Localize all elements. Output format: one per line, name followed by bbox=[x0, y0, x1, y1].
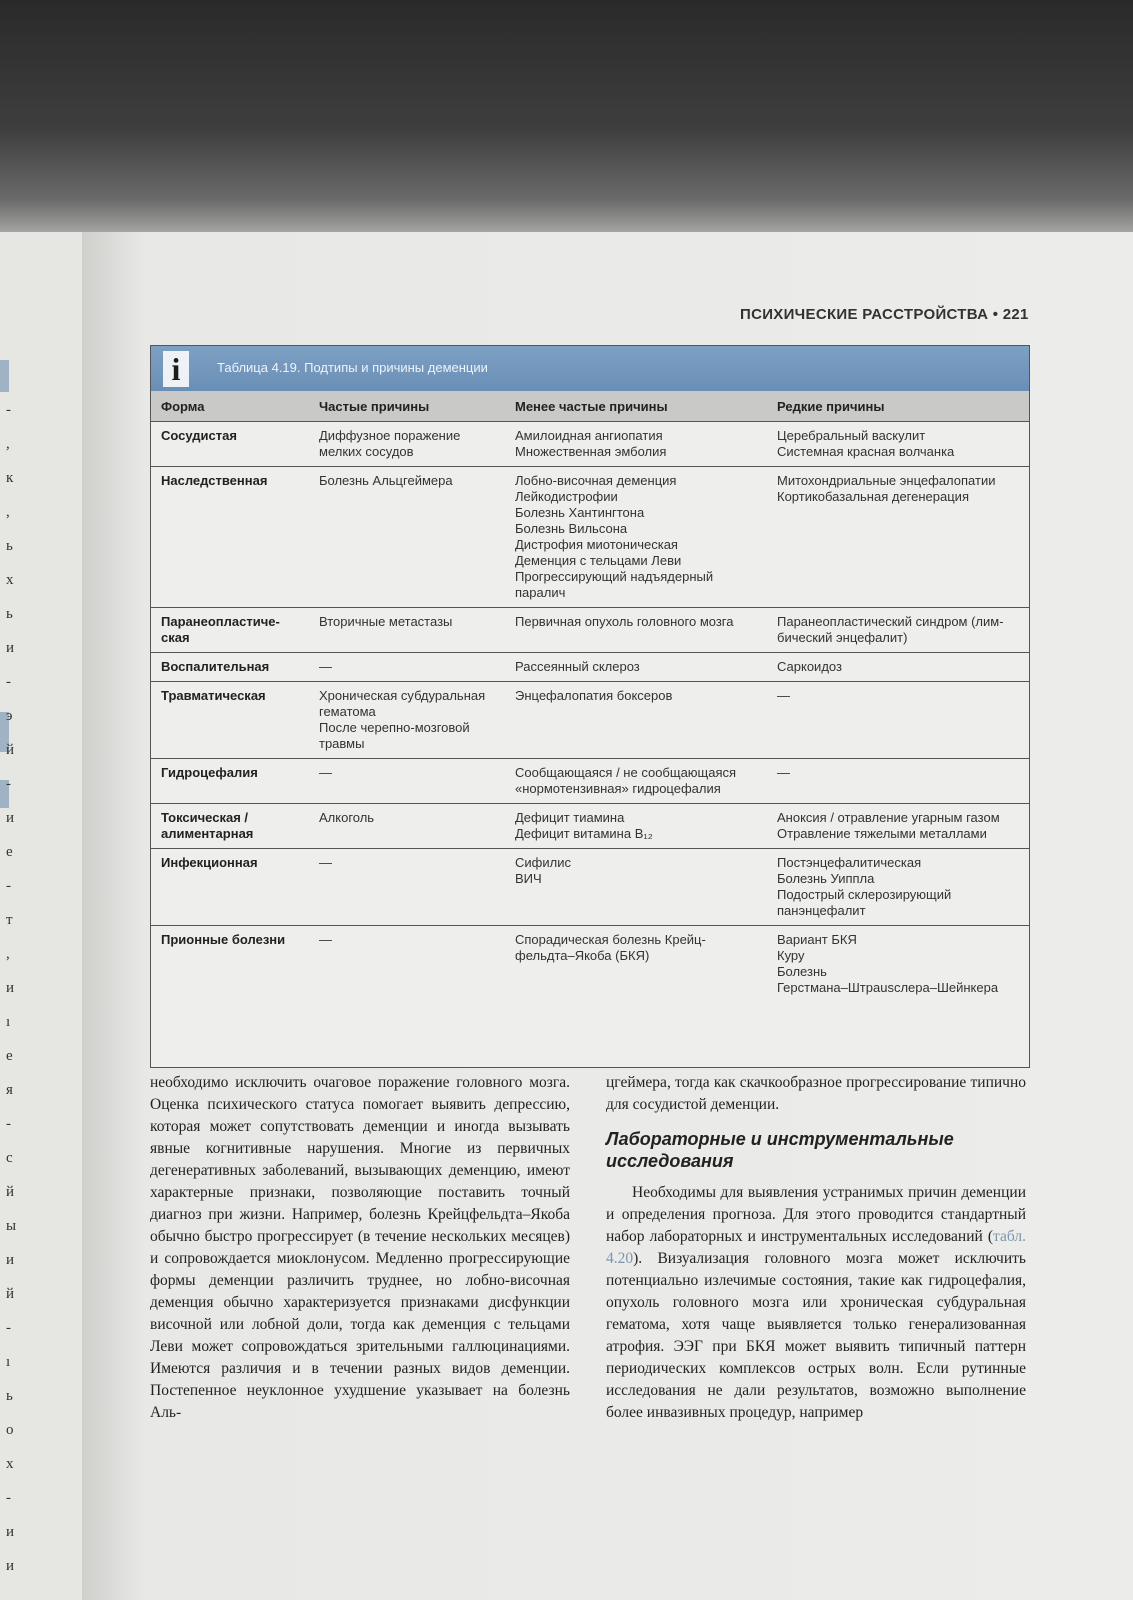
facing-page-char: ь bbox=[6, 1388, 13, 1404]
cell-line: Наследственная bbox=[161, 473, 268, 488]
less-common-causes-cell bbox=[505, 926, 767, 1003]
facing-page-char: - bbox=[6, 878, 11, 894]
form-cell bbox=[151, 422, 309, 467]
common-causes-cell bbox=[309, 926, 505, 1003]
cell-line: Сосудистая bbox=[161, 428, 237, 443]
cell-line: Болезнь Вильсона bbox=[515, 521, 628, 536]
rare-causes-cell bbox=[767, 849, 1029, 926]
facing-page-char: и bbox=[6, 1558, 15, 1574]
header-cell: Форма bbox=[151, 391, 309, 422]
facing-page-char: - bbox=[6, 776, 11, 792]
cell-line: — bbox=[319, 765, 332, 780]
cell-line: паралич bbox=[515, 585, 566, 600]
cell-line: травмы bbox=[319, 736, 365, 751]
facing-page-char: и bbox=[6, 810, 15, 826]
cell-line: Множественная эмболия bbox=[515, 444, 667, 459]
cell-line: Постэнцефалитическая bbox=[777, 855, 922, 870]
table-row bbox=[151, 759, 1029, 804]
facing-page-char: е bbox=[6, 844, 13, 860]
section-heading: Лабораторные и инструментальные исследования bbox=[606, 1129, 954, 1171]
cell-line: Митохондриальные энцефалопатии bbox=[777, 473, 996, 488]
form-cell bbox=[151, 759, 309, 804]
cell-line: Сифилис bbox=[515, 855, 571, 870]
cell-line: Диффузное поражение bbox=[319, 428, 461, 443]
facing-page-char: ь bbox=[6, 606, 13, 622]
form-cell bbox=[151, 608, 309, 653]
cell-line: фельдта–Якоба (БКЯ) bbox=[515, 948, 650, 963]
cell-line: Травматическая bbox=[161, 688, 266, 703]
facing-page-tab bbox=[0, 360, 9, 392]
running-head: ПСИХИЧЕСКИЕ РАССТРОЙСТВА • 221 bbox=[740, 306, 1029, 323]
cell-line: Энцефалопатия боксеров bbox=[515, 688, 673, 703]
cell-line: Болезнь bbox=[777, 964, 827, 979]
text-column-right bbox=[606, 1072, 1026, 1424]
text-column-left bbox=[150, 1072, 570, 1424]
less-common-causes-cell bbox=[505, 682, 767, 759]
cell-line: Отравление тяжелыми металлами bbox=[777, 826, 987, 841]
less-common-causes-cell bbox=[505, 849, 767, 926]
form-cell bbox=[151, 849, 309, 926]
cell-line: Рассеянный склероз bbox=[515, 659, 640, 674]
facing-page-char: ь bbox=[6, 538, 13, 554]
common-causes-cell bbox=[309, 422, 505, 467]
form-cell bbox=[151, 926, 309, 1003]
less-common-causes-cell bbox=[505, 804, 767, 849]
cell-line: Паранеопластиче- bbox=[161, 614, 280, 629]
cell-line: — bbox=[319, 659, 332, 674]
form-cell bbox=[151, 467, 309, 608]
facing-page-char: о bbox=[6, 1422, 14, 1438]
cell-line: Дистрофия миотоническая bbox=[515, 537, 678, 552]
cell-line: Аноксия / отравление угарным газом bbox=[777, 810, 1000, 825]
common-causes-cell bbox=[309, 653, 505, 682]
facing-page-char: и bbox=[6, 1524, 15, 1540]
cell-line: Спорадическая болезнь Крейц- bbox=[515, 932, 706, 947]
table-row bbox=[151, 653, 1029, 682]
header-cell: Частые причины bbox=[309, 391, 505, 422]
facing-page-char: э bbox=[6, 708, 13, 724]
table-row bbox=[151, 804, 1029, 849]
cell-line: Дефицит тиамина bbox=[515, 810, 625, 825]
facing-page-char: ы bbox=[6, 1218, 17, 1234]
facing-page-char: й bbox=[6, 1184, 15, 1200]
body-paragraph bbox=[606, 1182, 1026, 1424]
less-common-causes-cell bbox=[505, 759, 767, 804]
facing-page-edge bbox=[0, 232, 84, 1600]
facing-page-char: т bbox=[6, 912, 13, 928]
facing-page-char: я bbox=[6, 1082, 13, 1098]
cell-line: Алкоголь bbox=[319, 810, 375, 825]
rare-causes-cell bbox=[767, 467, 1029, 608]
info-icon: i bbox=[163, 351, 189, 387]
cell-line: — bbox=[777, 688, 790, 703]
table-row bbox=[151, 608, 1029, 653]
facing-page-char: ı bbox=[6, 1014, 11, 1030]
cell-line: Вариант БКЯ bbox=[777, 932, 857, 947]
rare-causes-cell bbox=[767, 422, 1029, 467]
cell-line: мелких сосудов bbox=[319, 444, 414, 459]
cell-line: Болезнь Хантингтона bbox=[515, 505, 645, 520]
table-header-row bbox=[151, 391, 1029, 422]
common-causes-cell bbox=[309, 759, 505, 804]
form-cell bbox=[151, 653, 309, 682]
rare-causes-cell bbox=[767, 804, 1029, 849]
rare-causes-cell bbox=[767, 608, 1029, 653]
table-row bbox=[151, 926, 1029, 1003]
less-common-causes-cell bbox=[505, 467, 767, 608]
cell-line: Хроническая субдуральная bbox=[319, 688, 486, 703]
cell-line: Церебральный васкулит bbox=[777, 428, 926, 443]
cell-line: ВИЧ bbox=[515, 871, 542, 886]
facing-page-char: - bbox=[6, 1320, 11, 1336]
cell-line: алиментарная bbox=[161, 826, 254, 841]
rare-causes-cell bbox=[767, 759, 1029, 804]
cell-line: Паранеопластический синдром (лим- bbox=[777, 614, 1004, 629]
cell-line: — bbox=[777, 765, 790, 780]
cell-line: — bbox=[319, 932, 332, 947]
form-cell bbox=[151, 682, 309, 759]
facing-page-char: - bbox=[6, 402, 11, 418]
cell-line: ская bbox=[161, 630, 190, 645]
cell-line: Инфекционная bbox=[161, 855, 258, 870]
table-title: Таблица 4.19. Подтипы и причины деменции bbox=[217, 360, 488, 375]
form-cell bbox=[151, 804, 309, 849]
common-causes-cell bbox=[309, 467, 505, 608]
cell-line: Системная красная волчанка bbox=[777, 444, 955, 459]
table-reference-link[interactable]: табл. 4.20 bbox=[606, 1228, 1026, 1267]
table-row bbox=[151, 422, 1029, 467]
cell-line: Прионные болезни bbox=[161, 932, 286, 947]
cell-line: — bbox=[319, 855, 332, 870]
scan-shadow bbox=[0, 0, 1133, 235]
cell-line: Сообщающаяся / не сообщающаяся bbox=[515, 765, 737, 780]
cell-line: Гидроцефалия bbox=[161, 765, 258, 780]
cell-line: Герстмана–Штрausслера–Шейнкера bbox=[777, 980, 999, 995]
facing-page-char: с bbox=[6, 1150, 13, 1166]
dementia-table bbox=[150, 345, 1030, 1068]
facing-page-char: к bbox=[6, 470, 14, 486]
cell-line: Подострый склерозирующий bbox=[777, 887, 952, 902]
rare-causes-cell bbox=[767, 682, 1029, 759]
facing-page-char: , bbox=[6, 504, 10, 520]
common-causes-cell bbox=[309, 849, 505, 926]
cell-line: Кортикобазальная дегенерация bbox=[777, 489, 969, 504]
cell-line: Лобно-височная деменция bbox=[515, 473, 677, 488]
facing-page-char: и bbox=[6, 1252, 15, 1268]
cell-line: Токсическая / bbox=[161, 810, 249, 825]
facing-page-char: х bbox=[6, 1456, 14, 1472]
facing-page-char: й bbox=[6, 1286, 15, 1302]
table-row bbox=[151, 849, 1029, 926]
cell-line: панэнцефалит bbox=[777, 903, 866, 918]
cell-line: гематома bbox=[319, 704, 376, 719]
cell-line: Первичная опухоль головного мозга bbox=[515, 614, 734, 629]
cell-line: Болезнь Альцгеймера bbox=[319, 473, 453, 488]
header-cell: Редкие причины bbox=[767, 391, 1029, 422]
facing-page-char: й bbox=[6, 742, 15, 758]
facing-page-char: и bbox=[6, 640, 15, 656]
cell-line: Дефицит витамина B₁₂ bbox=[515, 826, 653, 841]
cell-line: Амилоидная ангиопатия bbox=[515, 428, 663, 443]
facing-page-char: , bbox=[6, 436, 10, 452]
table-row bbox=[151, 682, 1029, 759]
table-body bbox=[151, 391, 1029, 1002]
cell-line: бический энцефалит) bbox=[777, 630, 908, 645]
rare-causes-cell bbox=[767, 926, 1029, 1003]
paragraph-text: ). Визуализация головного мозга может исключить потенциально излечимые состояния, такие как гидроцефалия, опухоль головного мозга или хроническая субдуральная гематома, хотя чаще выявляется только генерализованная атрофия. ЭЭГ при БКЯ может выявить типичный паттерн периодических комплексов острых волн. Если рутинные исследования не дали результатов, возможно выполнение более инвазивных процедур, например bbox=[606, 1250, 1026, 1421]
table-caption-bar bbox=[151, 346, 1029, 391]
header-cell: Менее частые причины bbox=[505, 391, 767, 422]
cell-line: Деменция с тельцами Леви bbox=[515, 553, 682, 568]
facing-page-char: - bbox=[6, 674, 11, 690]
cell-line: «нормотензивная» гидроцефалия bbox=[515, 781, 721, 796]
cell-line: Лейкодистрофии bbox=[515, 489, 618, 504]
common-causes-cell bbox=[309, 608, 505, 653]
cell-line: Куру bbox=[777, 948, 805, 963]
facing-page-char: , bbox=[6, 946, 10, 962]
body-paragraph: цгеймера, тогда как скачкообразное прогрессирование типично для сосудистой деменции. bbox=[606, 1074, 1026, 1113]
facing-page-char: - bbox=[6, 1490, 11, 1506]
facing-page-char: е bbox=[6, 1048, 13, 1064]
facing-page-char: и bbox=[6, 980, 15, 996]
rare-causes-cell bbox=[767, 653, 1029, 682]
cell-line: После черепно-мозговой bbox=[319, 720, 470, 735]
common-causes-cell bbox=[309, 804, 505, 849]
cell-line: Болезнь Уиппла bbox=[777, 871, 875, 886]
cell-line: Воспалительная bbox=[161, 659, 270, 674]
less-common-causes-cell bbox=[505, 422, 767, 467]
less-common-causes-cell bbox=[505, 653, 767, 682]
facing-page-char: ı bbox=[6, 1354, 11, 1370]
facing-page-char: х bbox=[6, 572, 14, 588]
table-row bbox=[151, 467, 1029, 608]
cell-line: Прогрессирующий надъядерный bbox=[515, 569, 714, 584]
cell-line: Вторичные метастазы bbox=[319, 614, 453, 629]
less-common-causes-cell bbox=[505, 608, 767, 653]
paragraph-text: Необходимы для выявления устранимых причин деменции и определения прогноза. Для этого проводится стандартный набор лабораторных и инструментальных исследований ( bbox=[606, 1184, 1026, 1245]
common-causes-cell bbox=[309, 682, 505, 759]
cell-line: Саркоидоз bbox=[777, 659, 842, 674]
facing-page-char: - bbox=[6, 1116, 11, 1132]
body-paragraph: необходимо исключить очаговое поражение головного мозга. Оценка психического статуса помогает выявить депрессию, которая может сопутствовать деменции и иногда вызывать явные когнитивные нарушения. Многие из первичных дегенеративных заболеваний, вызывающих деменцию, имеют характерные признаки, позволяющие поставить точный диагноз при жизни. Например, болезнь Крейцфельдта–Якоба обычно быстро прогрессирует (в течение нескольких месяцев) и сопровождается миоклонусом. Медленно прогрессирующие формы деменции различить труднее, но лобно-височная деменция обычно характеризуется признаками дисфункции височной или лобной доли, тогда как деменция с тельцами Леви может сопровождаться зрительными галлюцинациями. Имеются различия и в течении разных видов деменции. Постепенное неуклонное ухудшение указывает на болезнь Аль- bbox=[150, 1074, 570, 1421]
